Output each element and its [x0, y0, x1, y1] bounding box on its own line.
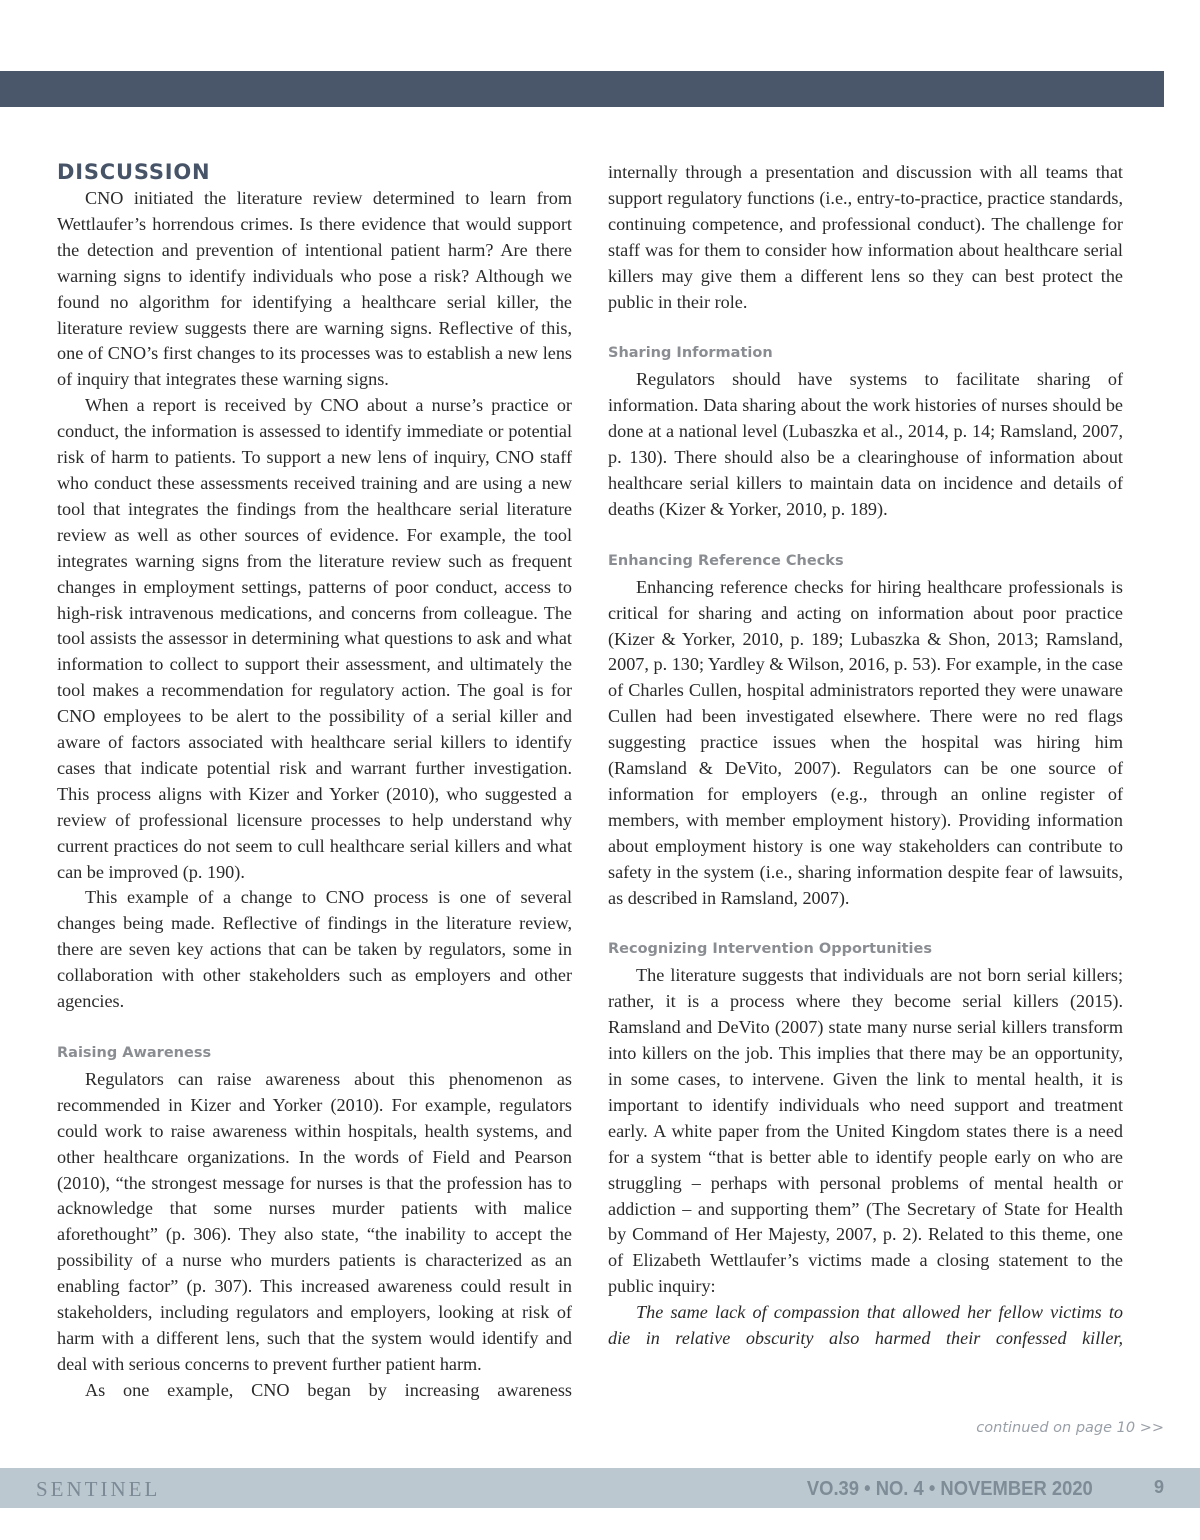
- paragraph: As one example, CNO began by increasing awareness: [85, 1379, 572, 1400]
- subheading-intervention: Recognizing Intervention Opportunities: [608, 941, 932, 958]
- subheading-raising-awareness: Raising Awareness: [57, 1045, 212, 1061]
- quote-paragraph: The same lack of compassion that allowed her fellow victims to die in relative obscurity also harmed their confessed killer,: [608, 1302, 1123, 1349]
- paragraph: internally through a presentation and discussion with all teams that support regulatory functions (i.e., entry-to-practice, practice standards, continuing competence, and professional conduct). The challenge for staff was for them to consider how information about healthcare serial killers may give them a different lens so they can best protect the public in their role.: [608, 162, 1123, 312]
- paragraph: CNO initiated the literature review determined to learn from Wettlaufer’s horrendous crimes. Is there evidence that would support the detection and prevention of intentional patient harm? Are there warning signs to identify individuals who pose a risk? Although we found no algorithm for identifying a healthcare serial killer, the literature review suggests there are warning signs. Reflective of this, one of CNO’s first changes to its processes was to establish a new lens of inquiry that integrates these warning signs.: [57, 188, 572, 390]
- right-column: [608, 160, 1123, 1352]
- left-column: [57, 158, 572, 1404]
- paragraph: When a report is received by CNO about a nurse’s practice or conduct, the information is assessed to identify immediate or potential risk of harm to patients. To support a new lens of inquiry, CNO staff who conduct these assessments received training and are using a new tool that integrates the findings from the healthcare serial literature review as well as other sources of evidence. For example, the tool integrates warning signs from the literature review such as frequent changes in employment settings, patterns of poor conduct, access to high-risk intravenous medications, and concerns from colleague. The tool assists the assessor in determining what questions to ask and what information to collect to support their assessment, and ultimately the tool makes a recommendation for regulatory action. The goal is for CNO employees to be alert to the possibility of a serial killer and aware of factors associated with healthcare serial killers to identify cases that indicate potential risk and warrant further investigation. This process aligns with Kizer and Yorker (2010), who suggested a review of professional licensure processes to help understand why current practices do not seem to cull healthcare serial killers and what can be improved (p. 190).: [57, 395, 572, 882]
- subheading-sharing-information: Sharing Information: [608, 345, 773, 362]
- paragraph: Enhancing reference checks for hiring healthcare professionals is critical for sharing and acting on information about poor practice (Kizer & Yorker, 2010, p. 189; Lubaszka & Shon, 2013; Ramsland, 2007, p. 130; Yardley & Wilson, 2016, p. 53). For example, in the case of Charles Cullen, hospital administrators reported they were unaware Cullen had been investigated elsewhere. There were no red flags suggesting practice issues when the hospital was hiring him (Ramsland & DeVito, 2007). Regulators can be one source of information for employers (e.g., through an online register of members, with member employment history). Providing information about employment history is one way stakeholders can contribute to safety in the system (i.e., sharing information despite fear of lawsuits, as described in Ramsland, 2007).: [608, 576, 1123, 908]
- footer-bar: [0, 1468, 1200, 1508]
- paragraph: Regulators should have systems to facilitate sharing of information. Data sharing about the work histories of nurses should be done at a national level (Lubaszka et al., 2014, p. 14; Ramsland, 2007, p. 130). There should also be a clearinghouse of information about healthcare serial killers to maintain data on incidence and details of deaths (Kizer & Yorker, 2010, p. 189).: [608, 369, 1123, 519]
- footer-brand: SENTINEL: [36, 1477, 161, 1501]
- page-number: 9: [1153, 1477, 1164, 1497]
- subheading-reference-checks: Enhancing Reference Checks: [608, 552, 844, 569]
- footer-issue: VO.39 • NO. 4 • NOVEMBER 2020: [807, 1478, 1093, 1500]
- header-band: [0, 71, 1164, 107]
- paragraph: The literature suggests that individuals are not born serial killers; rather, it is a process where they become serial killers (2015). Ramsland and DeVito (2007) state many nurse serial killers transform into killers on the job. This implies that there may be an opportunity, in some cases, to intervene. Given the link to mental health, it is important to identify individuals who need support and treatment early. A white paper from the United Kingdom states there is a need for a system “that is better able to identify people early on who are struggling – perhaps with personal problems of mental health or addiction – and supporting them” (The Secretary of State for Health by Command of Her Majesty, 2007, p. 2). Related to this theme, one of Elizabeth Wettlaufer’s victims made a closing statement to the public inquiry:: [608, 965, 1123, 1297]
- continued-note: continued on page 10 >>: [976, 1420, 1164, 1436]
- paragraph: Regulators can raise awareness about this phenomenon as recommended in Kizer and Yorker (2010). For example, regulators could work to raise awareness within hospitals, health systems, and other healthcare organizations. In the words of Field and Pearson (2010), “the strongest message for nurses is that the profession has to acknowledge that some nurses murder patients with malice aforethought” (p. 306). They also state, “the inability to accept the possibility of a nurse who murders patients is characterized as an enabling factor” (p. 307). This increased awareness could result in stakeholders, including regulators and employers, looking at risk of harm with a different lens, such that the system would identify and deal with serious concerns to prevent further patient harm.: [57, 1068, 572, 1374]
- paragraph: This example of a change to CNO process is one of several changes being made. Reflective of findings in the literature review, there are seven key actions that can be taken by regulators, some in collaboration with other stakeholders such as employers and other agencies.: [57, 887, 572, 1012]
- section-title: DISCUSSION: [57, 160, 211, 184]
